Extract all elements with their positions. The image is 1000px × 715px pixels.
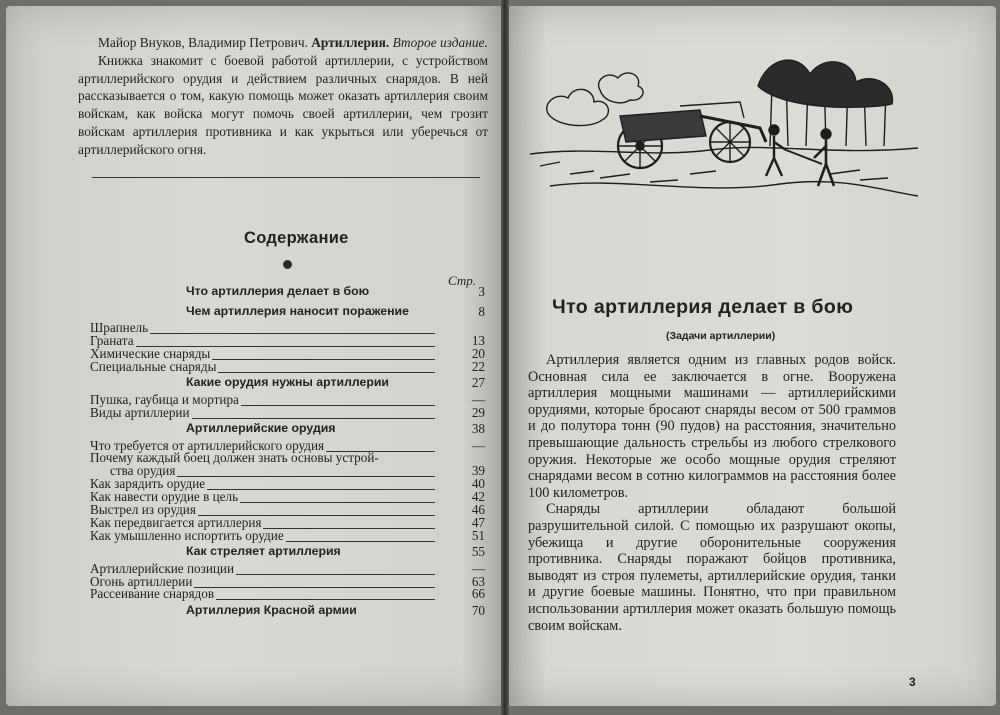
toc-entry-text: Пушка, гаубица и мортира: [90, 391, 239, 407]
toc-page-number: —: [471, 560, 485, 576]
chapter-title: Что артиллерия делает в бою: [552, 296, 854, 318]
toc-leader-line: [192, 418, 435, 419]
toc-section-heading: [90, 375, 485, 390]
toc-leader-line: [286, 541, 435, 542]
toc-entry-text: Выстрел из орудия: [90, 502, 196, 517]
toc-page-number: 51: [471, 527, 485, 543]
ornament-dot-icon: [283, 260, 292, 269]
toc-entry-text: Что артиллерия делает в бою: [186, 284, 370, 298]
paragraph: Снаряды артиллерии обладают большой разрушительной силой. С помощью их разрушают окопы, убежища и другие оборонительные сооружения противника. Снаряды поражают бойцов противника, выводят из строя пулеметы, артиллерийские орудия, танки и другие боевые машины. Понятно, что при правильном использовании артиллерия может оказать большую помощь своим войскам.: [528, 501, 896, 634]
toc-section-heading: [90, 304, 485, 319]
toc-item: [90, 586, 485, 601]
toc-entry-text: ства орудия: [110, 463, 176, 479]
toc-entry-text: Как передвигается артиллерия: [90, 514, 262, 530]
toc-page-number: 3: [478, 284, 485, 299]
toc-entry-text: Какие орудия нужны артиллерии: [186, 375, 389, 390]
toc-item: [90, 359, 485, 374]
page-number: 3: [909, 675, 916, 689]
toc-entry-text: Что требуется от артиллерийского орудия: [90, 437, 325, 453]
toc-page-number: 46: [471, 502, 485, 517]
contents-title: Содержание: [244, 229, 349, 247]
toc-page-number: 29: [471, 404, 485, 420]
book-annotation: [78, 34, 488, 159]
toc-page-number: —: [471, 437, 485, 453]
toc-leader-line: [216, 599, 435, 600]
toc-entry-text: Виды артиллерии: [90, 404, 190, 420]
toc-entry-text: Как зарядить орудие: [90, 476, 206, 492]
paragraph: Артиллерия является одним из главных родов войск. Основная сила ее заключается в огне. Вооружена артиллерия мощными машинами — артиллерийскими орудиями, которые бросают снаряды весом от 500 граммов и до полутора тонн (90 пудов) на расстояния, значительно превышающие дальность стрельбы из любого стрелкового оружия. Некоторые же особо мощные орудия стреляют снарядами весом в сотню килограммов на расстояния более 100 километров.: [528, 352, 896, 501]
toc-entry-text: Артиллерийские позиции: [90, 560, 235, 576]
page-column-label: Стр.: [448, 273, 476, 288]
toc-item: [90, 528, 485, 543]
chapter-body: [528, 352, 896, 634]
toc-entry-text: Рассеивание снарядов: [90, 586, 215, 602]
toc-leader-line: [218, 372, 435, 373]
toc-page-number: 27: [471, 375, 485, 391]
toc-page-number: 39: [471, 463, 485, 479]
toc-page-number: 47: [471, 514, 485, 530]
toc-entry-text: Как стреляет артиллерия: [186, 544, 341, 559]
toc-page-number: 8: [478, 303, 485, 319]
toc-page-number: 66: [471, 586, 485, 602]
book-title: Артиллерия.: [311, 35, 390, 50]
toc-entry-text: Химические снаряды: [90, 346, 211, 362]
annotation-description: Книжка знакомит с боевой работой артиллерии, с устройством артиллерийского орудия и действием различных снарядов. В ней рассказывается о том, какую помощь может оказать артиллерия своим войскам, как войска могут помочь своей артиллерии, чем грозит войскам артиллерия противника и как укрыться или уберечься от артиллерийского огня.: [78, 52, 488, 157]
toc-page-number: 42: [471, 489, 485, 505]
toc-entry-text: Артиллерийские орудия: [186, 421, 336, 436]
toc-item: [90, 405, 485, 420]
toc-page-number: —: [471, 391, 485, 407]
toc-entry-text: Шрапнель: [90, 320, 149, 336]
toc-entry-text: Артиллерия Красной армии: [186, 602, 357, 617]
toc-entry-text: Чем артиллерия наносит поражение: [186, 303, 409, 318]
toc-section-heading: [90, 421, 485, 436]
edition-label: Второе издание.: [392, 35, 488, 50]
toc-entry-text: Как умышленно испортить орудие: [90, 527, 284, 543]
toc-section-heading: [90, 284, 485, 299]
book-spine: [501, 0, 509, 715]
author-name: Майор Внуков, Владимир Петрович.: [98, 35, 308, 50]
toc-page-number: 20: [471, 346, 485, 362]
toc-entry-text: Специальные снаряды: [90, 359, 217, 374]
toc-page-number: 40: [471, 476, 485, 492]
toc-page-number: 13: [471, 333, 485, 349]
toc-page-number: 38: [471, 421, 485, 437]
toc-page-number: 63: [471, 573, 485, 589]
toc-entry-text: Почему каждый боец должен знать основы устрой-: [90, 450, 379, 466]
divider-rule: [92, 177, 480, 178]
toc-section-heading: [90, 544, 485, 559]
toc-entry-text: Огонь артиллерии: [90, 573, 193, 589]
toc-entry-text: Граната: [90, 333, 134, 349]
chapter-subtitle: (Задачи артиллерии): [666, 330, 776, 342]
toc-section-heading: [90, 603, 485, 618]
artillery-gun-crew-illustration-icon: [530, 46, 918, 206]
toc-page-number: 55: [471, 544, 485, 560]
toc-page-number: 70: [471, 602, 485, 618]
toc-page-number: 22: [471, 359, 485, 374]
toc-entry-text: Как навести орудие в цель: [90, 489, 239, 505]
